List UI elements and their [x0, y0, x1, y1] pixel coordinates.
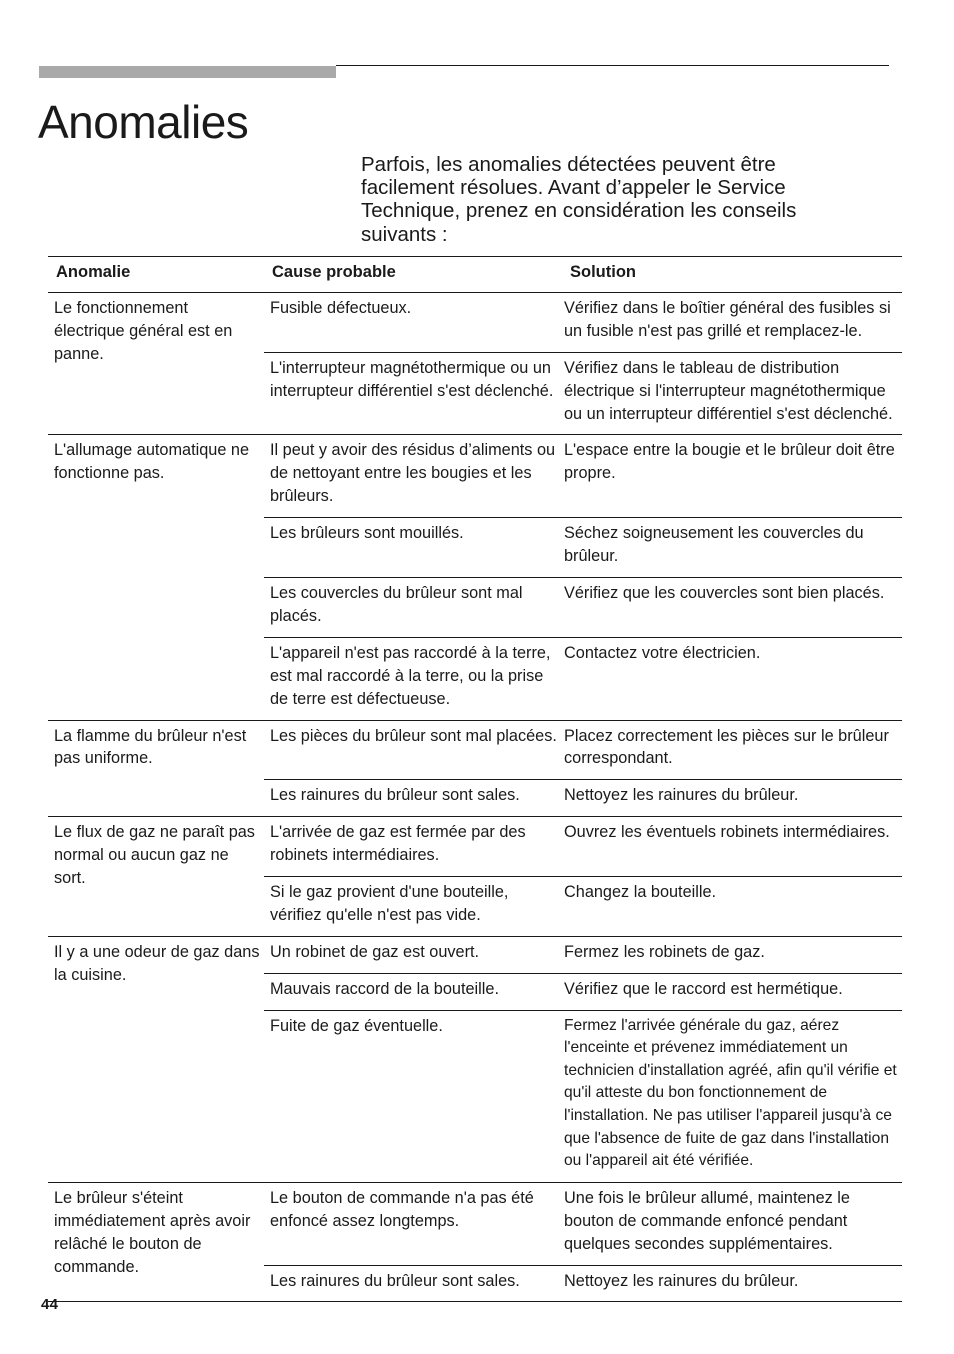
cause-cell: Les pièces du brûleur sont mal placées.: [264, 720, 562, 780]
cause-cell: Il peut y avoir des résidus d’aliments ou de nettoyant entre les bougies et les brûleurs.: [264, 435, 562, 518]
anomaly-cell: Il y a une odeur de gaz dans la cuisine.: [48, 936, 264, 1182]
solution-cell: L'espace entre la bougie et le brûleur doit être propre.: [562, 435, 902, 518]
solution-cell: Ouvrez les éventuels robinets intermédiaires.: [562, 817, 902, 877]
cause-cell: Si le gaz provient d'une bouteille, vérifiez qu'elle n'est pas vide.: [264, 877, 562, 937]
solution-cell: Placez correctement les pièces sur le brûleur correspondant.: [562, 720, 902, 780]
solution-cell: Nettoyez les rainures du brûleur.: [562, 1265, 902, 1302]
solution-cell: Vérifiez dans le tableau de distribution électrique si l'interrupteur magnétothermique ou un interrupteur différentiel s'est déclenché.: [562, 352, 902, 435]
header-rule-thick: [39, 66, 336, 78]
cause-cell: Les rainures du brûleur sont sales.: [264, 1265, 562, 1302]
solution-cell: Contactez votre électricien.: [562, 637, 902, 720]
solution-cell: Séchez soigneusement les couvercles du brûleur.: [562, 518, 902, 578]
cause-cell: Les rainures du brûleur sont sales.: [264, 780, 562, 817]
solution-cell: Changez la bouteille.: [562, 877, 902, 937]
page-title: Anomalies: [38, 96, 249, 148]
cause-cell: L'appareil n'est pas raccordé à la terre, est mal raccordé à la terre, ou la prise de terre est défectueuse.: [264, 637, 562, 720]
table-row: [48, 435, 902, 518]
anomaly-cell: L'allumage automatique ne fonctionne pas.: [48, 435, 264, 720]
table-header-row: [48, 257, 902, 293]
solution-cell: Vérifiez que le raccord est hermétique.: [562, 973, 902, 1010]
solution-cell: Une fois le brûleur allumé, maintenez le bouton de commande enfoncé pendant quelques secondes supplémentaires.: [562, 1182, 902, 1265]
table-row: [48, 1182, 902, 1265]
solution-cell: Fermez l'arrivée générale du gaz, aérez l'enceinte et prévenez immédiatement un technicien d'installation agréé, afin qu'il vérifie et qu'il atteste du bon fonctionnement de l'installation. Ne pas utiliser l'appareil jusqu'à ce que l'absence de fuite de gaz dans l'installation ou l'appareil ait été vérifiée.: [562, 1010, 902, 1182]
cause-cell: Mauvais raccord de la bouteille.: [264, 973, 562, 1010]
header-cause: Cause probable: [264, 257, 562, 293]
header-rule-thin: [336, 65, 889, 66]
table-row: [48, 292, 902, 352]
cause-cell: Fusible défectueux.: [264, 292, 562, 352]
anomalies-table: [48, 256, 902, 1302]
anomalies-table-container: [48, 256, 902, 1302]
solution-cell: Nettoyez les rainures du brûleur.: [562, 780, 902, 817]
cause-cell: Les couvercles du brûleur sont mal placés.: [264, 577, 562, 637]
solution-cell: Vérifiez dans le boîtier général des fusibles si un fusible n'est pas grillé et remplacez-le.: [562, 292, 902, 352]
header-solution: Solution: [562, 257, 902, 293]
anomaly-cell: Le fonctionnement électrique général est en panne.: [48, 292, 264, 435]
anomaly-cell: La flamme du brûleur n'est pas uniforme.: [48, 720, 264, 817]
cause-cell: L'interrupteur magnétothermique ou un interrupteur différentiel s'est déclenché.: [264, 352, 562, 435]
cause-cell: Les brûleurs sont mouillés.: [264, 518, 562, 578]
cause-cell: Le bouton de commande n'a pas été enfoncé assez longtemps.: [264, 1182, 562, 1265]
cause-cell: Fuite de gaz éventuelle.: [264, 1010, 562, 1182]
anomaly-cell: Le brûleur s'éteint immédiatement après avoir relâché le bouton de commande.: [48, 1182, 264, 1302]
cause-cell: L'arrivée de gaz est fermée par des robinets intermédiaires.: [264, 817, 562, 877]
table-row: [48, 936, 902, 973]
table-row: [48, 817, 902, 877]
solution-cell: Fermez les robinets de gaz.: [562, 936, 902, 973]
cause-cell: Un robinet de gaz est ouvert.: [264, 936, 562, 973]
table-row: [48, 720, 902, 780]
anomaly-cell: Le flux de gaz ne paraît pas normal ou aucun gaz ne sort.: [48, 817, 264, 937]
solution-cell: Vérifiez que les couvercles sont bien placés.: [562, 577, 902, 637]
header-anomalie: Anomalie: [48, 257, 264, 293]
intro-paragraph: Parfois, les anomalies détectées peuvent être facilement résolues. Avant d’appeler le Service Technique, prenez en considération les conseils suivants :: [361, 153, 797, 246]
page-number: 44: [41, 1296, 59, 1313]
